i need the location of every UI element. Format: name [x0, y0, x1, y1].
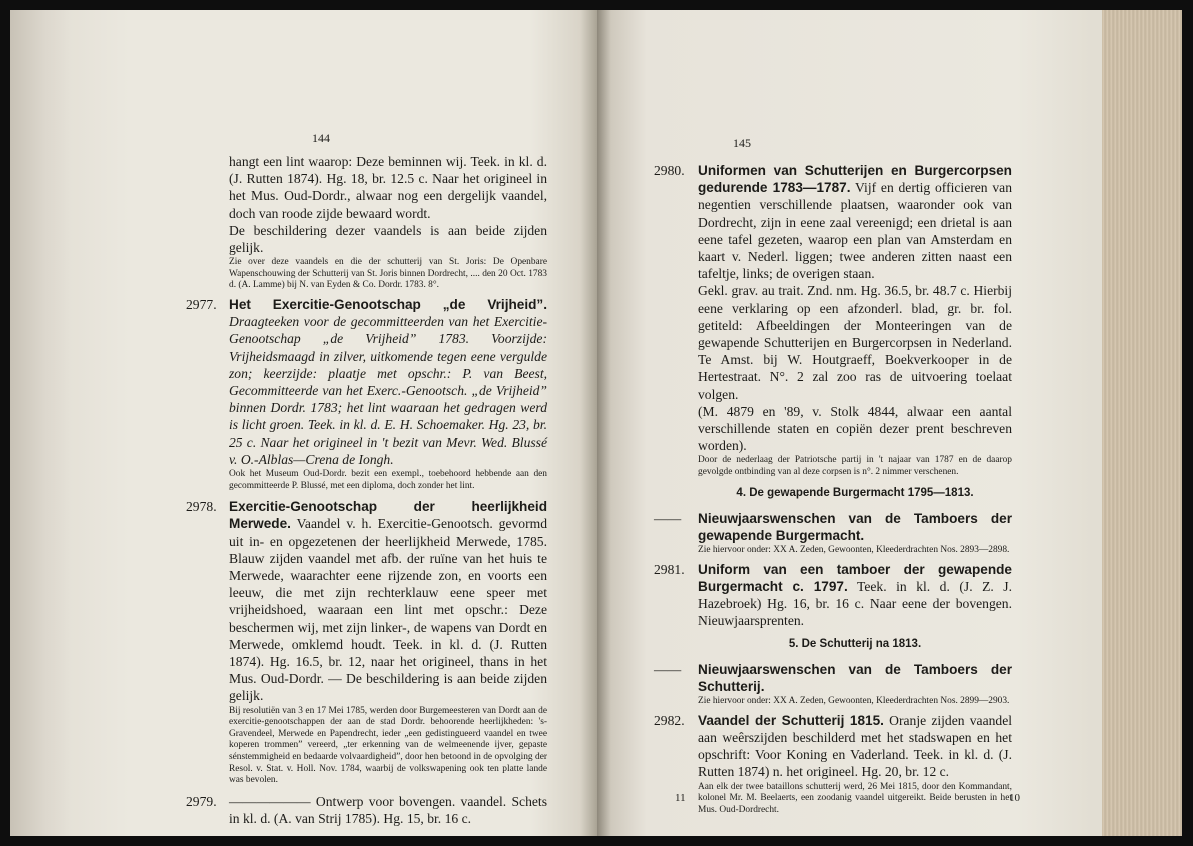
entry-number: 2979. [186, 793, 217, 809]
entry-number: 2978. [186, 499, 217, 515]
entry-body: Draagteeken voor de gecommitteerden van het Exercitie-Genootschap „de Vrijheid” 1783. Voorzijde: Vrijheidsmaagd in zilver, uitkomende tegen eene vergulde zon; keerzijde: plaatje met opschr.: P. van Beest, Gecommitteerde van het Exerc.-Genootsch. „de Vrijheid” binnen Dordr. 1783; het lint waaraan het gedragen werd is licht groen. Teek. in kl. d. E. H. Schoemaker. Hg. 23, br. 25 c. Naar het origineel in 't bezit van Mevr. Wed. Blussé v. O.-Alblas—Crena de Iongh. [229, 314, 547, 467]
entry-body: Teek. in kl. d. (J. Z. J. Hazebroek) Hg. 16, br. 16 c. Naar eene der bovengen. Nieuwjaarsprenten. [698, 579, 1012, 629]
entry-title: Uniformen van Schutterijen en Burgercorpsen gedurende 1783—1787. [698, 163, 1012, 196]
entry-title: Exercitie-Genootschap der heerlijkheid Merwede. [229, 499, 547, 532]
entry-title: —————— [229, 793, 311, 809]
book-spread [10, 10, 1182, 836]
catalog-entry [186, 296, 547, 492]
entry-body-2: Gekl. grav. au trait. Znd. nm. Hg. 36.5, br. 48.7 c. Hierbij eene verklaring op een afzonderl. blad, gr. br. fol. getiteld: Afbeeldingen der Monteeringen van de gewapende Schutterijen en Burgercorpsen in Nederland. Te Amst. bij W. Houtgraeff, Boekverkooper in de Hertestraat. N°. 2 zal zoo ras de uitvoering toelaat volgen. [698, 283, 1012, 402]
page-number-left: 144 [312, 131, 330, 145]
page-edges-right [1102, 10, 1182, 836]
entry-title: Uniform van een tamboer der gewapende Burgermacht c. 1797. [698, 561, 1012, 595]
catalog-entry [186, 793, 547, 827]
entry-note: Aan elk der twee bataillons schutterij werd, 26 Mei 1815, door den Kommandant, kolonel Mr. M. Beelaerts, een zoodanig vaandel uitgereikt. Beide berusten in het Mus. Oud-Dordrecht. [698, 781, 1012, 815]
entry-body-3: (M. 4879 en '89, v. Stolk 4844, alwaar een aantal verschillende staten en copiën dezer prent beschreven worden). [698, 403, 1012, 454]
section-heading: 4. De gewapende Burgermacht 1795—1813. [736, 486, 974, 499]
entry-title: Nieuwjaarswenschen van de Tamboers der Schutterij. [698, 661, 1012, 695]
section-heading: 5. De Schutterij na 1813. [788, 637, 922, 650]
entry-note: Bij resolutiën van 3 en 17 Mei 1785, werden door Burgemeesteren van Dordt aan de exercitie-genootschappen der aan de stad Dordr. behoorende heerlijkheden: 's-Gravendeel, Merwede en Papendrecht, ieder „een gedistingueerd vaandel en twee koperen trommen” vereerd, „ter erkenning van de welmeenende ijver, gepaste sénstemmigheid en bedaarde volvaardigheid”, door hen betoond in de opvolging der Resol. v. Stat. v. Holl. Nov. 1784, waarbij de volkswapening ook ten platte lande was bevolen. [229, 705, 547, 786]
entry-body: Vaandel v. h. Exercitie-Genootsch. gevormd uit in- en opgezetenen der heerlijkheid Merwede, 1785. Blauw zijden vaandel met afb. der ruïne van het huis te Merwede, waarachter eene rijzende zon, en voorts een leeuw, die met zijn rechterklauw eene speer met vrijheidshoed, waaraan een lint met opschr.: Deze beschermen wij, met zijn linker-, de wapens van Dordt en Merwede, omklemd houdt. Teek. in kl. d. (J. Rutten 1874). Hg. 16.5, br. 12, naar het origineel, thans in het Mus. Oud-Dordr. — De beschildering is aan beide zijden gelijk. [229, 516, 548, 704]
catalog-entry [186, 498, 548, 787]
page-number-right: 145 [733, 136, 751, 150]
entry-body: Ontwerp voor bovengen. vaandel. Schets in kl. d. (A. van Strij 1785). Hg. 15, br. 16 c. [229, 793, 547, 827]
catalog-entry [654, 661, 1012, 708]
entry-number: 2977. [186, 297, 217, 312]
entry-title: Vaandel der Schutterij 1815. [698, 712, 884, 728]
entry-title: Het Exercitie-Genootschap „de Vrijheid”. [229, 297, 547, 312]
left-text-column [186, 153, 548, 827]
page-edges-left [10, 10, 70, 836]
entry-note: Zie hiervoor onder: XX A. Zeden, Gewoonten, Kleederdrachten Nos. 2893—2898. [698, 545, 1010, 556]
entry-number: 2981. [654, 561, 685, 577]
intro-paragraph: hangt een lint waarop: Deze beminnen wij. Teek. in kl. d. (J. Rutten 1874). Hg. 18, br. 12.5 c. Naar het origineel in het Mus. Oud-Dordr., alwaar nog een dergelijk vaandel, doch van roode zijde bewaard wordt. [229, 154, 547, 221]
entry-note: Ook het Museum Oud-Dordr. bezit een exempl., toebehoord hebbende aan den gecommitteerde P. Blussé, met een diploma, doch zonder het lint. [229, 469, 547, 491]
entry-title: Nieuwjaarswenschen van de Tamboers der gewapende Burgermacht. [698, 510, 1012, 544]
intro-paragraph-2: De beschildering dezer vaandels is aan beide zijden gelijk. [229, 222, 547, 256]
left-page [10, 10, 597, 836]
entry-number: —— [654, 661, 682, 677]
right-page [597, 10, 1182, 836]
catalog-entry [654, 561, 1012, 630]
entry-number: 2982. [654, 712, 685, 728]
signature-mark-right: 10 [1009, 792, 1020, 804]
intro-note: Zie over deze vaandels en die der schutterij van St. Joris: De Openbare Wapenschouwing der Schutterij van St. Joris binnen Dordrecht, .... den 20 Oct. 1783 d. (A. Lamme) bij N. van Eyden & Co. Dordr. 1783. 8°. [229, 257, 547, 291]
entry-body: Oranje zijden vaandel aan weêrszijden beschilderd met het stadswapen en het opschrift: Voor Koning en Vaderland. Teek. in kl. d. (J. Rutten 1874) n. het origineel. Hg. 20, br. 12 c. [698, 712, 1013, 780]
entry-note: Door de nederlaag der Patriotsche partij in 't najaar van 1787 en de daarop gevolgde ontbinding van al deze corpsen is n°. 2 nimmer verschenen. [698, 455, 1012, 478]
signature-mark-left: 11 [675, 792, 686, 804]
entry-number: 2980. [654, 163, 685, 178]
catalog-entry [654, 162, 1012, 479]
entry-number: —— [654, 510, 682, 526]
entry-note: Zie hiervoor onder: XX A. Zeden, Gewoonten, Kleederdrachten Nos. 2899—2903. [698, 696, 1010, 707]
catalog-entry [654, 510, 1012, 557]
entry-body: Vijf en dertig officieren van negentien verschillende plaatsen, waaronder ook van Dordrecht, zijn in eene zaal vereenigd; een drietal is aan eene tafel gezeten, waarop een plan van Amsterdam en kaart v. Nederl. liggen; twee anderen zitten naast een tafeltje, links; de overigen staan. [698, 180, 1012, 282]
